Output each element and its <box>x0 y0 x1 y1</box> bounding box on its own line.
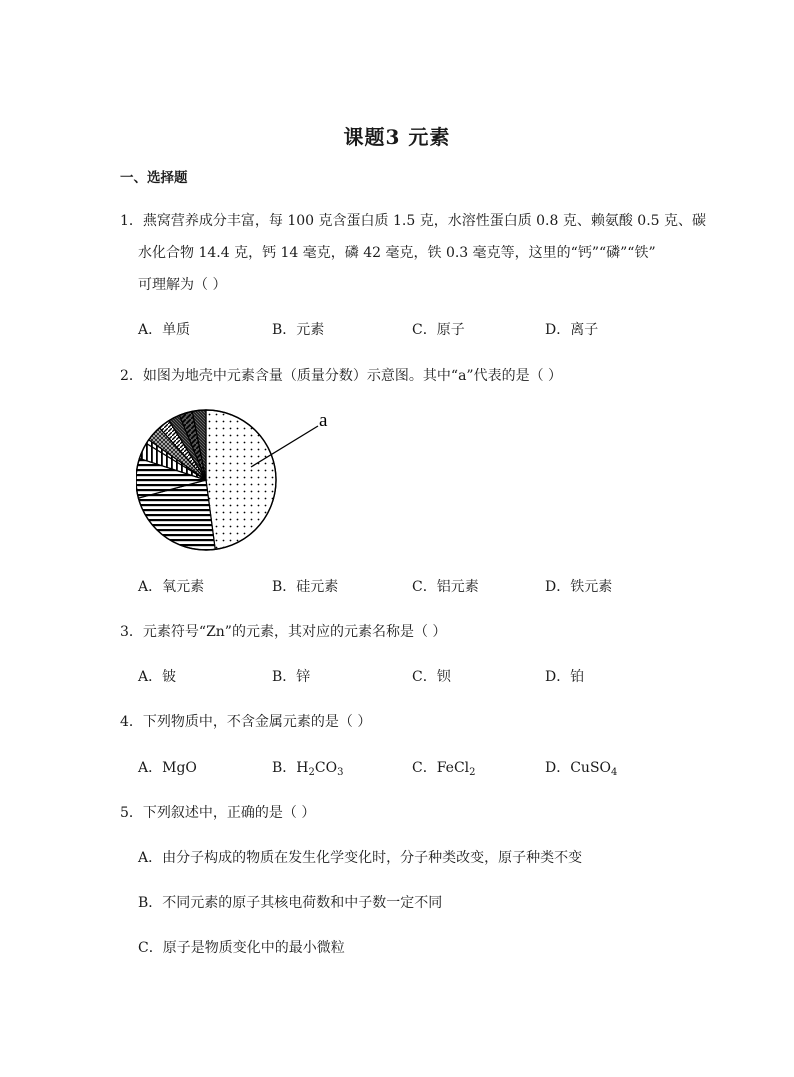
question-5-text: 5．下列叙述中，正确的是（ ） <box>120 805 316 821</box>
question-3-option-d: D．铂 <box>545 669 585 685</box>
question-4-option-d-prefix: D．CuSO <box>545 760 612 776</box>
question-3-text: 3．元素符号“Zn”的元素，其对应的元素名称是（ ） <box>120 624 447 640</box>
question-5-option-c: C．原子是物质变化中的最小微粒 <box>138 940 345 956</box>
question-4-option-b-subscript-2: 3 <box>337 767 344 778</box>
question-4-option-b-subscript-1: 2 <box>308 767 315 778</box>
question-4-option-a: A．MgO <box>138 760 197 776</box>
question-5-option-a: A．由分子构成的物质在发生化学变化时，分子种类改变，原子种类不变 <box>138 850 583 866</box>
question-4-option-c-prefix: C．FeCl <box>412 760 470 776</box>
question-2-option-d: D．铁元素 <box>545 579 613 595</box>
question-4-option-b-prefix: B．H <box>272 760 309 776</box>
question-1-line-3: 可理解为（ ） <box>138 277 227 293</box>
pie-slice-a <box>206 410 276 549</box>
question-4-option-b <box>272 758 343 778</box>
pie-label-a: a <box>319 410 328 431</box>
question-2-text: 2．如图为地壳中元素含量（质量分数）示意图。其中“a”代表的是（ ） <box>120 368 563 384</box>
question-3-option-b: B．锌 <box>272 669 311 685</box>
question-5-option-b: B．不同元素的原子其核电荷数和中子数一定不同 <box>138 895 443 911</box>
question-4-option-b-middle: CO <box>314 760 338 776</box>
question-1-option-b: B．元素 <box>272 322 325 338</box>
question-1-option-d: D．离子 <box>545 322 599 338</box>
question-4-option-d <box>545 758 617 778</box>
question-4-option-c-subscript: 2 <box>469 767 476 778</box>
question-3-option-c: C．钡 <box>412 669 451 685</box>
question-2-option-b: B．硅元素 <box>272 579 339 595</box>
page-title: 课题3 元素 <box>343 125 451 149</box>
question-1-line-2: 水化合物 14.4 克，钙 14 毫克，磷 42 毫克，铁 0.3 毫克等，这里的“钙”“磷”“铁” <box>138 245 656 261</box>
section-heading: 一、选择题 <box>120 170 188 186</box>
question-1-option-a: A．单质 <box>138 322 191 338</box>
question-3-option-a: A．铍 <box>138 669 177 685</box>
question-4-option-d-subscript: 4 <box>611 767 618 778</box>
question-2-option-a: A．氧元素 <box>138 579 205 595</box>
question-2-option-c: C．铝元素 <box>412 579 479 595</box>
crust-element-pie-figure <box>136 404 346 556</box>
question-4-text: 4．下列物质中，不含金属元素的是（ ） <box>120 714 372 730</box>
question-1-option-c: C．原子 <box>412 322 465 338</box>
question-1-line-1: 1．燕窝营养成分丰富，每 100 克含蛋白质 1.5 克，水溶性蛋白质 0.8 克、赖氨酸 0.5 克、碳 <box>120 213 707 229</box>
question-4-option-c <box>412 758 476 778</box>
